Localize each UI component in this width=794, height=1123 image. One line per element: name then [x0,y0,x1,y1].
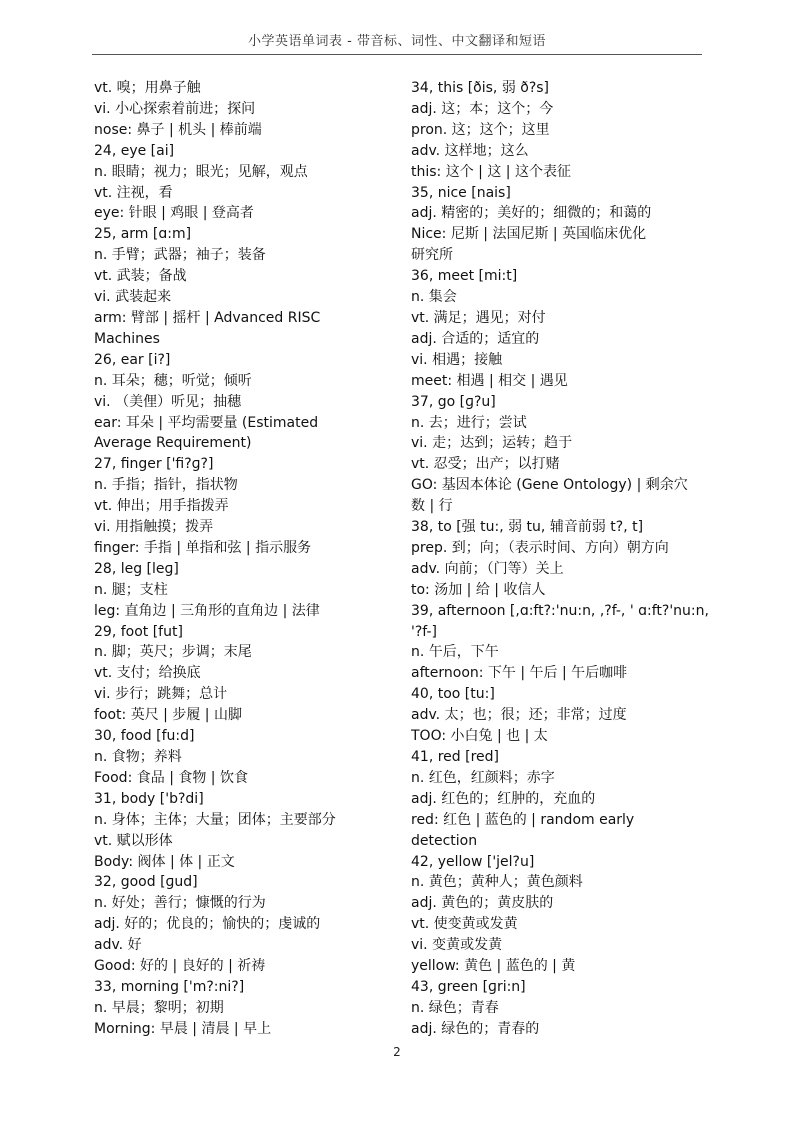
entry-line: adj. 绿色的；青春的 [411,1020,540,1037]
entry-line: n. 黄色；黄种人；黄色颜料 [411,874,583,891]
entry-line: vi. （美俚）听见；抽穗 [94,393,242,410]
entry-line: meet: 相遇 | 相交 | 遇见 [411,372,568,389]
entry-line: '?f-] [411,623,437,640]
entry-line: n. 脚；英尺；步调；末尾 [94,644,252,661]
left-column [94,78,384,1040]
entry-line: Average Requirement) [94,435,252,452]
entry-line: adv. 太；也；很；还；非常；过度 [411,707,627,724]
entry-line: 40, too [tu:] [411,686,495,703]
entry-line: 研究所 [411,247,453,264]
entry-line: 27, finger ['fi?ɡ?] [94,456,214,473]
entry-line: Morning: 早晨 | 清晨 | 早上 [94,1020,272,1037]
entry-line: 39, afternoon [,ɑ:ft?:'nu:n, ,?f-, ' ɑ:ft?'nu:n, [411,602,709,619]
entry-line: adj. 合适的；适宜的 [411,330,540,347]
entry-line: n. 红色，红颜料；赤字 [411,769,555,786]
entry-line: finger: 手指 | 单指和弦 | 指示服务 [94,539,312,556]
entry-line: vt. 嗅；用鼻子触 [94,80,201,96]
entry-line: adj. 精密的；美好的；细微的；和蔼的 [411,205,652,222]
entry-line: vt. 伸出；用手指拨弄 [94,498,229,515]
entry-line: n. 去；进行；尝试 [411,414,527,431]
entry-line: 24, eye [ai] [94,142,175,159]
entry-line: ear: 耳朵 | 平均需要量 (Estimated [94,414,319,431]
entry-line: vt. 注视，看 [94,184,173,201]
entry-line: n. 早晨；黎明；初期 [94,999,224,1016]
entry-line: 36, meet [mi:t] [411,268,518,285]
entry-line: Good: 好的 | 良好的 | 祈祷 [94,958,266,975]
entry-line: n. 腿；支柱 [94,581,168,598]
entry-line: n. 手指；指针，指状物 [94,477,238,494]
entry-line: 37, go [ɡ?u] [411,393,496,410]
entry-line: vt. 满足；遇见；对付 [411,309,546,326]
entry-line: vt. 赋以形体 [94,832,173,849]
entry-line: 26, ear [i?] [94,351,171,368]
entry-line: 28, leg [leɡ] [94,560,179,577]
entry-line: adj. 好的；优良的；愉快的；虔诚的 [94,916,321,933]
entry-line: 38, to [强 tu:, 弱 tu, 辅音前弱 t?, t] [411,519,644,536]
entry-line: 43, green [ɡri:n] [411,978,526,995]
page-header: 小学英语单词表 - 带音标、词性、中文翻译和短语 [248,34,546,49]
entry-line: vt. 忍受；出产；以打赌 [411,456,560,473]
entry-line: yellow: 黄色 | 蓝色的 | 黄 [411,958,576,975]
entry-line: 数 | 行 [411,498,453,515]
entry-line: adv. 这样地；这么 [411,142,529,159]
entry-line: 29, foot [fut] [94,623,183,640]
entry-line: detection [411,832,478,849]
entry-line: adj. 红色的；红肿的，充血的 [411,790,596,807]
entry-line: Machines [94,330,160,347]
entry-line: 42, yellow ['jel?u] [411,853,535,870]
entry-line: TOO: 小白兔 | 也 | 太 [411,728,548,745]
entry-line: afternoon: 下午 | 午后 | 午后咖啡 [411,665,628,682]
entry-line: Nice: 尼斯 | 法国尼斯 | 英国临床优化 [411,226,647,243]
entry-line: red: 红色 | 蓝色的 | random early [411,811,635,828]
entry-line: 31, body ['b?di] [94,790,204,807]
entry-line: n. 手臂；武器；袖子；装备 [94,247,266,264]
entry-line: 30, food [fu:d] [94,728,195,745]
entry-line: pron. 这；这个；这里 [411,121,550,138]
entry-line: 35, nice [nais] [411,184,511,201]
right-column [411,78,709,1040]
entry-line: arm: 臂部 | 摇杆 | Advanced RISC [94,309,321,326]
entry-line: vt. 武装；备战 [94,268,187,285]
entry-line: Body: 阀体 | 体 | 正文 [94,853,235,870]
entry-line: n. 身体；主体；大量；团体；主要部分 [94,811,336,828]
entry-line: to: 汤加 | 给 | 收信人 [411,581,546,598]
entry-line: vt. 支付；给换底 [94,665,201,682]
header-rule [92,54,702,55]
entry-line: this: 这个 | 这 | 这个表征 [411,163,571,180]
entry-line: eye: 针眼 | 鸡眼 | 登高者 [94,205,254,222]
entry-line: nose: 鼻子 | 机头 | 棒前端 [94,121,262,138]
entry-line: vi. 用指触摸；拨弄 [94,519,214,536]
entry-line: n. 绿色；青春 [411,999,499,1016]
entry-line: vi. 变黄或发黄 [411,937,503,954]
entry-line: prep. 到；向；（表示时间、方向）朝方向 [411,539,669,556]
entry-line: adj. 黄色的；黄皮肤的 [411,895,554,912]
entry-line: adj. 这；本；这个；今 [411,100,554,117]
entry-line: adv. 好 [94,937,142,954]
entry-line: n. 午后，下午 [411,644,499,661]
entry-line: Food: 食品 | 食物 | 饮食 [94,769,248,786]
entry-line: vi. 小心探索着前进；探问 [94,100,256,117]
entry-line: 32, good [ɡud] [94,874,198,891]
entry-line: vi. 武装起来 [94,289,172,306]
entry-line: n. 眼睛；视力；眼光；见解，观点 [94,163,308,180]
entry-line: n. 耳朵；穗；听觉；倾听 [94,372,252,389]
entry-line: vi. 走；达到；运转；趋于 [411,435,573,452]
entry-line: 33, morning ['m?:ni?] [94,978,245,995]
entry-line: GO: 基因本体论 (Gene Ontology) | 剩余穴 [411,477,688,494]
entry-line: vt. 使变黄或发黄 [411,916,518,933]
entry-line: leg: 直角边 | 三角形的直角边 | 法律 [94,602,320,619]
page-number: 2 [393,1045,401,1059]
entry-line: n. 集会 [411,289,457,306]
entry-line: adv. 向前；（门等）关上 [411,560,564,577]
entry-line: foot: 英尺 | 步履 | 山脚 [94,707,242,724]
entry-line: n. 食物；养料 [94,749,182,765]
entry-line: 25, arm [ɑ:m] [94,226,192,243]
entry-line: 41, red [red] [411,749,499,765]
entry-line: 34, this [ðis, 弱 ð?s] [411,80,550,96]
entry-line: vi. 相遇；接触 [411,351,503,368]
entry-line: vi. 步行；跳舞；总计 [94,686,228,703]
entry-line: n. 好处；善行；慷慨的行为 [94,895,266,912]
